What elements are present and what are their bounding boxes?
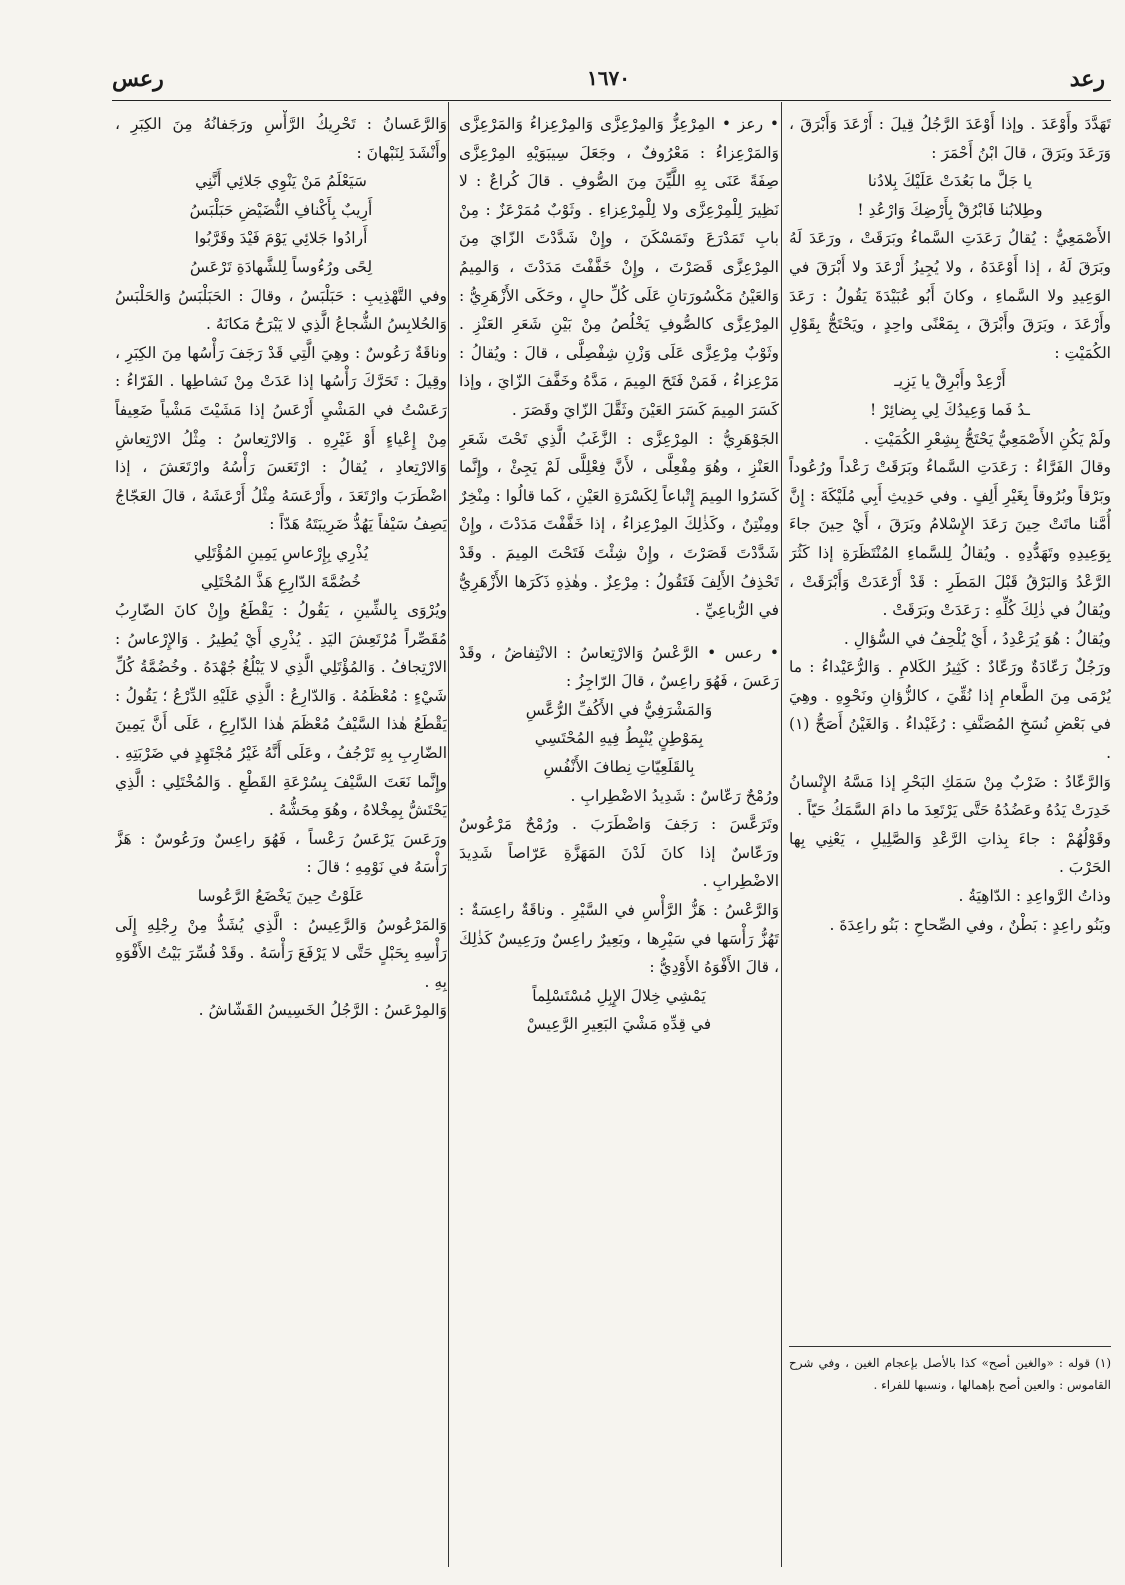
- footnote: (١) قوله : «والغين أصح» كذا بالأصل بإعجام الغين ، وفي شرح القاموس : والعين أصح بإهمالها ، ونسبها للفراء .: [789, 1356, 1111, 1392]
- verse-line: وطِلابُنا فَابْرُقْ بِأَرْضِكَ وَارْعُدِ !: [857, 200, 1043, 219]
- paragraph: ويُقالُ : هُوَ يُرَعْدِدُ ، أَيْ يُلْحِفُ في السُّؤالِ .: [843, 629, 1111, 648]
- page-header: [112, 58, 1105, 98]
- paragraph: وبَنُو راعِدٍ : بَطْنٌ ، وفي الصِّحاحِ : بَنُو راعِدَةَ .: [829, 915, 1111, 934]
- entry-ras: • رعس • الرَّعْسُ وَالارْتِعاسُ : الانْتِفاضُ ، وقَدْ رَعَسَ ، فَهُوَ راعِسٌ ، قالَ الرّاجِزُ :: [459, 643, 779, 691]
- paragraph: الجَوْهَرِيُّ : المِرْعِزَّى : الزَّغَبُ الَّذِي تَحْتَ شَعَرِ العَنْزِ ، وهُوَ مِفْعِلَّى ، لأَنَّ فِعْلِلَّى لَمْ يَجِئْ ، وإِنَّما كَسَرُوا المِيمَ إِتْباعاً لِكَسْرَةِ العَيْنِ ، كَما قالُوا : مِنْخِرٌ ومِنْتِنٌ ، وكَذٰلِكَ المِرْعِزاءُ ، إذا خَفَّفْتَ مَدَدْتَ ، وإِنْ شَدَّدْتَ قَصَرْتَ ، وإِنْ شِئْتَ فَتَحْتَ المِيمَ . وقَدْ تَحْذِفُ الأَلِفَ فَتَقُولُ : مِرْعِزٌ . وهٰذِهِ ذَكَرَها الأَزْهَرِيُّ في الرُّباعِيِّ .: [459, 429, 779, 620]
- verse-line: عَلَوْتُ حِينَ يَخْضَعُ الرَّعُوسا: [197, 887, 365, 906]
- paragraph: وفي التَّهْذِيبِ : حَبَلْبَسُ ، وقالَ : الحَبَلْبَسُ وَالحَلْبَسُ وَالحُلابِسُ الشُّجاعُ الَّذِي لا يَبْرَحُ مَكانَهُ .: [115, 286, 447, 334]
- column-divider-left: [448, 102, 449, 1567]
- column-left: [115, 110, 447, 1565]
- paragraph: وناقَةٌ رَعُوسٌ : وهِيَ الَّتِي قَدْ رَجَفَ رَأْسُها مِنَ الكِبَرِ ، وقِيلَ : تَحَرَّكَ رَأْسُها إذا عَدَتْ مِنْ نَشاطِها . الفَرّاءُ : رَعَسْتُ في المَشْيِ أَرْعَسُ إذا مَشَيْتَ مَشْياً ضَعِيفاً مِنْ إِعْياءٍ أَوْ غَيْرِهِ . وَالارْتِعاسُ : مِثْلُ الارْتِعاشِ وَالارْتِعادِ ، يُقالُ : ارْتَعَسَ رَأْسُهُ وارْتَعَشَ ، إذا اضْطَرَبَ وارْتَعَدَ ، وأَرْعَسَهُ مِثْلُ أَرْعَشَهُ ، قالَ العَجّاجُ يَصِفُ سَيْفاً يَهُدُّ ضَرِيبَتَهُ هَدّاً :: [115, 343, 447, 534]
- paragraph: وقالَ الفَرَّاءُ : رَعَدَتِ السَّماءُ وبَرَقَتْ رَعْداً ورُعُوداً وبَرْقاً وبُرُوقاً بِغَيْرِ أَلِفٍ . وفي حَدِيثِ أَبِي مُلَيْكَةَ : إِنَّ أُمَّنا ماتَتْ حِينَ رَعَدَ الإِسْلامُ وبَرَقَ ، أَيْ حِينَ جاءَ بِوَعِيدِهِ وتَهَدُّدِهِ . ويُقالُ لِلسَّماءِ المُنْتَظَرَةِ إذا كَثُرَ الرَّعْدُ وَالبَرْقُ قَبْلَ المَطَرِ : قَدْ أَرْعَدَتْ وَأَبْرَقَتْ ، ويُقالُ في ذٰلِكَ كُلِّهِ : رَعَدَتْ وبَرَقَتْ .: [789, 458, 1111, 620]
- verse-line: أَرادُوا جَلائِي يَوْمَ فَيْدَ وقَرَّبُوا: [194, 229, 368, 248]
- verse-line: وَالمَشْرَفِيُّ في الأَكُفِّ الرُّعَّسِ: [525, 700, 713, 719]
- paragraph: وَالرَّعّادُ : ضَرْبٌ مِنْ سَمَكِ البَحْرِ إذا مَسَّهُ الإِنْسانُ خَدِرَتْ يَدُهُ وعَضُدُهُ حَتَّى يَرْتَعِدَ ما دامَ السَّمَكُ حَيّاً .: [789, 772, 1111, 820]
- paragraph: وَالمِرْعَسُ : الرَّجُلُ الخَسِيسُ القَشّاشُ .: [198, 1001, 447, 1020]
- header-rule: [112, 100, 1111, 101]
- verse-line: سَيَعْلَمُ مَنْ يَنْوِي جَلائِي أَنَّنِي: [195, 172, 367, 191]
- paragraph: تَهَدَّدَ وأَوْعَدَ . وإذا أَوْعَدَ الرَّجُلُ قِيلَ : أَرْعَدَ وَأَبْرَقَ ، وَرَعَدَ وبَرَقَ ، قالَ ابْنُ أَحْمَرَ :: [789, 115, 1111, 162]
- header-left-entry: رعس: [112, 66, 164, 92]
- verse-line: أَرْعِدْ وأَبْرِقْ يا يَزِيـ: [894, 372, 1006, 391]
- verse-line: لِحًى ورُءُوساً لِلشَّهادَةِ تَرْعَسُ: [189, 257, 373, 276]
- paragraph: وَالمَرْعُوسُ وَالرَّعِيسُ : الَّذِي يُشَدُّ مِنْ رِجْلِهِ إِلَى رَأْسِهِ بِحَبْلٍ حَتَّى لا يَرْفَعَ رَأْسَهُ . وقَدْ فُسِّرَ بَيْتُ الأَفْوَهِ بِهِ .: [115, 915, 447, 991]
- paragraph: ورَجُلٌ رَعّادَةٌ ورَعّادٌ : كَثِيرُ الكَلامِ . وَالرُّعَيْداءُ : ما يُرْمَى مِنَ الطَّعامِ إذا نُقِّيَ ، كالزُّؤانِ ونَحْوِهِ . وهِيَ في بَعْضِ نُسَخِ المُصَنَّفِ : رُغَيْداءُ . وَالغَيْنُ أَصَحُّ (١) .: [789, 658, 1111, 763]
- verse-line: بِالقَلَعِيّاتِ نِطافَ الأَنْفُسِ: [543, 758, 695, 777]
- column-divider-right: [781, 102, 782, 1567]
- verse-line: في قِدِّهِ مَشْيَ البَعِيرِ الرَّعِيسْ: [526, 1015, 712, 1034]
- verse-line: ـدُ فَما وَعِيدُكَ لِي بِضائِرْ !: [870, 400, 1030, 419]
- page-number: ١٦٧٠: [587, 66, 630, 90]
- verse-line: يُذْرِي بِإِرْعاسِ يَمِينِ المُؤْتَلِي: [193, 543, 369, 562]
- verse-line: بِمَوْطِنٍ يُنْبِطُ فِيهِ المُحْتَسِي: [534, 729, 704, 748]
- paragraph: ورُمْحٌ رَعّاسٌ : شَدِيدُ الاضْطِرابِ .: [570, 786, 779, 805]
- paragraph: الأَصْمَعِيُّ : يُقالُ رَعَدَتِ السَّماءُ وبَرَقَتْ ، ورَعَدَ لَهُ وبَرَقَ لَهُ ، إذا أَوْعَدَهُ ، ولا يُجِيزُ أَرْعَدَ ولا أَبْرَقَ في الوَعِيدِ ولا السَّماءِ ، وكانَ أَبُو عُبَيْدَةَ يَقُولُ : رَعَدَ وأَرْعَدَ ، وبَرَقَ وأَبْرَقَ ، بِمَعْنًى واحِدٍ ، ويَحْتَجُّ بِقَوْلِ الكُمَيْتِ :: [789, 229, 1111, 362]
- paragraph: وذاتُ الرَّواعِدِ : الدّاهِيَةُ .: [958, 887, 1111, 906]
- paragraph: وَالرَّعَسانُ : تَحْرِيكُ الرَّأْسِ ورَجَفانُهُ مِنَ الكِبَرِ ، وأَنْشَدَ لِنَبْهانَ :: [115, 115, 447, 162]
- paragraph: وقَوْلُهُمْ : جاءَ بِذاتِ الرَّعْدِ وَالصَّلِيلِ ، يَعْنِي بِها الحَرْبَ .: [789, 829, 1111, 877]
- paragraph: وَالرَّعْسُ : هَزُّ الرَّأْسِ في السَّيْرِ . وناقَةٌ راعِسَةٌ : تَهُزُّ رَأْسَها في سَيْرِها ، وبَعِيرٌ راعِسٌ ورَعِيسٌ كَذٰلِكَ ، قالَ الأَفْوَهُ الأَوْدِيُّ :: [459, 901, 779, 977]
- paragraph: ورَعَسَ يَرْعَسُ رَعْساً ، فَهُوَ راعِسٌ ورَعُوسٌ : هَزَّ رَأْسَهُ في نَوْمِهِ ؛ قالَ :: [115, 829, 447, 877]
- verse-line: أَرِيبٌ بِأَكْنافِ النُّضَيْضِ حَبَلْبَسُ: [189, 200, 373, 219]
- column-middle: [459, 110, 779, 1565]
- verse-line: يا جَلَّ ما بَعُدَتْ عَلَيْكَ بِلادُنا: [867, 172, 1033, 191]
- paragraph: ويُرْوَى بِالشِّينِ ، يَقُولُ : يَقْطَعُ وإِنْ كانَ الضّارِبُ مُقَصِّراً مُرْتَعِشَ اليَدِ . يُذْرِي أَيْ يُطِيرُ . وَالإِرْعاسُ : الارْتِجافُ . وَالمُؤْتَلِي الَّذِي لا يَبْلُغُ جُهْدَهُ . وخُضُمَّةُ كُلِّ شَيْءٍ : مُعْظَمُهُ . وَالدّارِعُ : الَّذِي عَلَيْهِ الدِّرْعُ ؛ يَقُولُ : يَقْطَعُ هٰذا السَّيْفُ مُعْظَمَ هٰذا الدّارِعِ ، عَلَى أَنَّ يَمِينَ الضّارِبِ بِهِ تَرْجُفُ ، وعَلَى أَنَّهُ غَيْرُ مُجْتَهِدٍ في ضَرْبَتِهِ . وإِنَّما نَعَتَ السَّيْفَ بِسُرْعَةِ القَطْعِ . وَالمُخْتَلِي : الَّذِي يَحْتَشُّ بِمِخْلاهُ ، وهُوَ مِحَشُّهُ .: [115, 601, 447, 820]
- verse-line: يَمْشِي خِلالَ الإِبِلِ مُسْتَسْلِماً: [532, 986, 706, 1005]
- paragraph: وتَرَعَّسَ : رَجَفَ وَاضْطَرَبَ . ورُمْحٌ مَرْعُوسٌ ورَعّاسٌ إذا كانَ لَدْنَ المَهَزَّةِ عَرّاصاً شَدِيدَ الاضْطِرابِ .: [459, 815, 779, 891]
- entry-raz: • رعز • المِرْعِزُّ وَالمِرْعِزَّى وَالمِرْعِزاءُ وَالمَرْعِزَّى وَالمَرْعِزاءُ : مَعْرُوفٌ ، وجَعَلَ سِيبَوَيْهِ المِرْعِزَّى صِفَةً عَنَى بِهِ اللَّيِّنَ مِنَ الصُّوفِ . قالَ كُراعٌ : لا نَظِيرَ لِلْمِرْعِزَّى ولا لِلْمِرْعِزاءِ . وثَوْبٌ مُمَرْعَزٌ : مِنْ بابِ تَمَدْرَعَ وتَمَسْكَنَ ، وإِنْ شَدَّدْتَ الزّايَ مِنَ المِرْعِزَّى قَصَرْتَ ، وإِنْ خَفَّفْتَ مَدَدْتَ ، وَالمِيمُ وَالعَيْنُ مَكْسُورَتانِ عَلَى كُلِّ حالٍ ، وحَكَى الأَزْهَرِيُّ : المِرْعِزَّى كالصُّوفِ يَخْلُصُ مِنْ بَيْنِ شَعَرِ العَنْزِ . وثَوْبٌ مِرْعِزَّى عَلَى وَزْنِ شِفْصِلَّى ، قالَ : ويُقالُ : مَرْعِزاءُ ، فَمَنْ فَتَحَ المِيمَ ، مَدَّهُ وخَفَّفَ الزّايَ ، وإذا كَسَرَ المِيمَ كَسَرَ العَيْنَ وثَقَّلَ الزّايَ وقَصَرَ .: [459, 115, 779, 419]
- verse-line: خُضُمَّةَ الدّارِعِ هَذَّ المُخْتَلِي: [200, 572, 362, 591]
- paragraph: ولَمْ يَكُنِ الأَصْمَعِيُّ يَحْتَجُّ بِشِعْرِ الكُمَيْتِ .: [864, 429, 1111, 448]
- header-right-entry: رعد: [1069, 66, 1105, 92]
- footnote-rule: [789, 1346, 1111, 1347]
